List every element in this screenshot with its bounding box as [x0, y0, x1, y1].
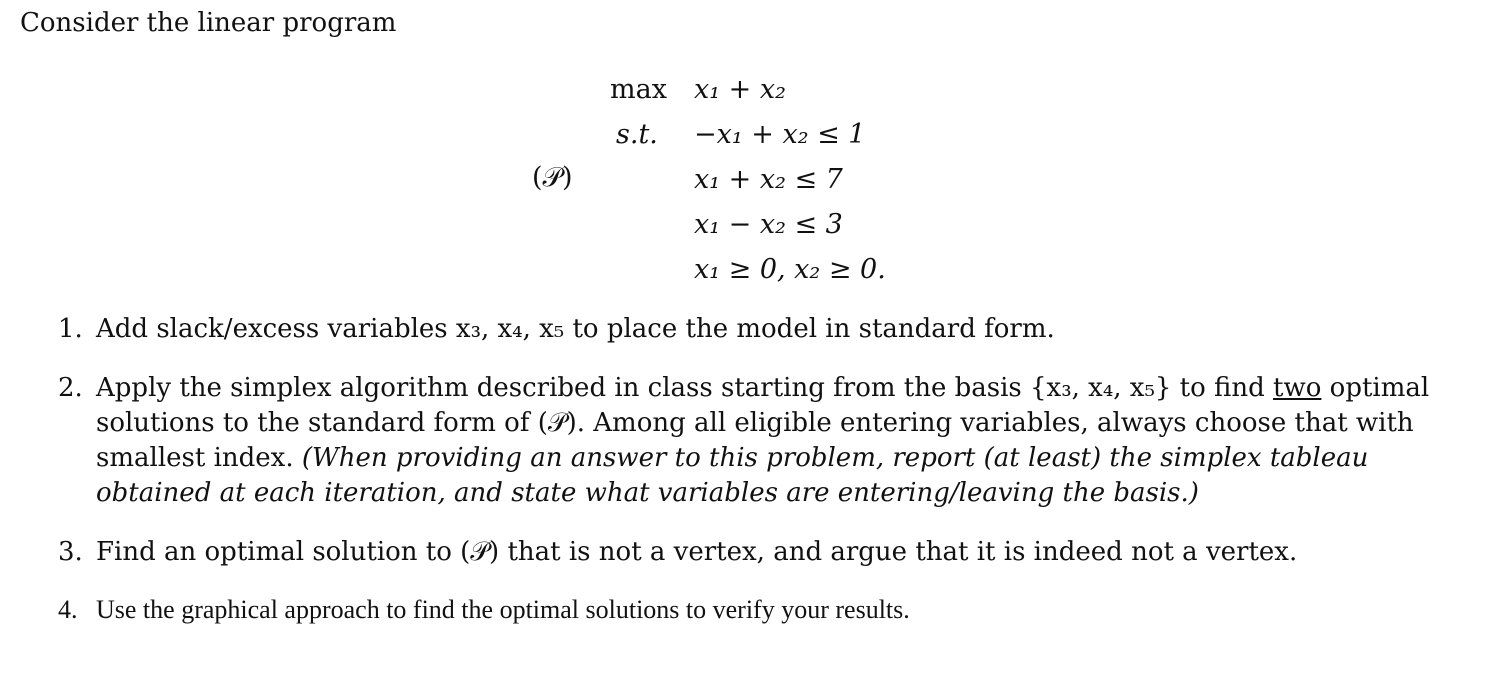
- question-4: [58, 592, 1478, 627]
- constraint-1: −x₁ + x₂ ≤ 1: [694, 119, 866, 150]
- question-2: [58, 371, 1478, 511]
- question-number: 4.: [58, 595, 78, 624]
- max-keyword: max: [610, 74, 667, 105]
- st-keyword: s.t.: [616, 119, 658, 150]
- intro-text: Consider the linear program: [20, 8, 397, 38]
- underlined-word: two: [1273, 373, 1322, 403]
- question-1: [58, 312, 1478, 347]
- constraint-3: x₁ − x₂ ≤ 3: [694, 209, 843, 240]
- question-number: 3.: [58, 537, 83, 567]
- question-text: Add slack/excess variables x₃, x₄, x₅ to place the model in standard form.: [96, 314, 1055, 344]
- question-number: 2.: [58, 373, 83, 403]
- nonnegativity-constraint: x₁ ≥ 0, x₂ ≥ 0.: [694, 254, 886, 285]
- question-list: [58, 312, 1478, 627]
- question-3: [58, 535, 1478, 570]
- question-italic-note: (When providing an answer to this problem, report (at least) the simplex tableau obtained at each iteration, and state what variables are entering/leaving the basis.): [96, 443, 1369, 508]
- question-text: Use the graphical approach to find the optimal solutions to verify your results.: [96, 595, 910, 624]
- question-text-part-b: optimal solutions to the standard form of (𝒫). Among all eligible entering variables, always choose that with smallest index.: [96, 373, 1430, 473]
- question-text: Find an optimal solution to (𝒫) that is not a vertex, and argue that it is indeed not a vertex.: [96, 537, 1298, 567]
- question-number: 1.: [58, 314, 83, 344]
- question-text-part-a: Apply the simplex algorithm described in class starting from the basis {x₃, x₄, x₅} to find: [96, 373, 1274, 403]
- objective-expression: x₁ + x₂: [694, 74, 786, 105]
- lp-label: (𝒫): [532, 162, 573, 193]
- constraint-2: x₁ + x₂ ≤ 7: [694, 164, 843, 195]
